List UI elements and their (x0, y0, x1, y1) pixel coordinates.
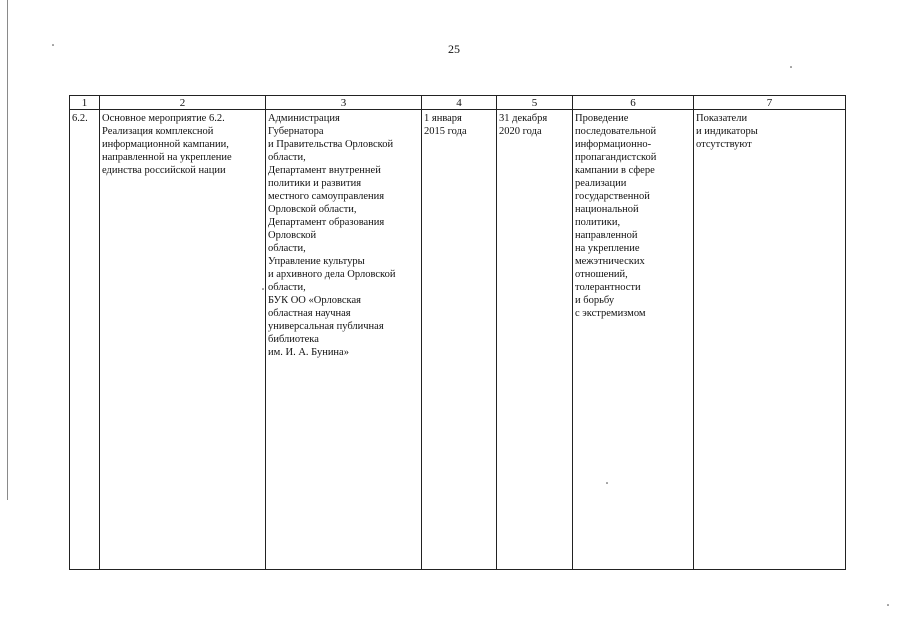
column-header-4: 4 (422, 96, 497, 110)
table-row (70, 110, 846, 570)
column-header-1: 1 (70, 96, 100, 110)
scan-speck (887, 604, 889, 606)
activity-name-cell: Основное мероприятие 6.2. Реализация комплексной информационной кампании, направленной на укрепление единства российской нации (100, 110, 266, 570)
column-header-3: 3 (266, 96, 422, 110)
scan-margin-line (7, 0, 8, 500)
executors-cell: Администрация Губернатора и Правительства Орловской области, Департамент внутренней политики и развития местного самоуправления Орловской области, Департамент образования Орловской области, Управление культуры и архивного дела Орловской области, БУК ОО «Орловская областная научная универсальная публичная библиотека им. И. А. Бунина» (266, 110, 422, 570)
column-header-7: 7 (694, 96, 846, 110)
scan-speck (790, 66, 792, 68)
end-date-cell: 31 декабря 2020 года (497, 110, 573, 570)
indicators-cell: Показатели и индикаторы отсутствуют (694, 110, 846, 570)
scan-speck (52, 44, 54, 46)
column-header-6: 6 (573, 96, 694, 110)
header-row (70, 96, 846, 110)
row-number-cell: 6.2. (70, 110, 100, 570)
scan-speck (262, 288, 264, 290)
program-activities-table (69, 95, 846, 570)
column-header-2: 2 (100, 96, 266, 110)
page-number: 25 (448, 42, 460, 56)
expected-result-cell: Проведение последовательной информационно- пропагандистской кампании в сфере реализации государственной национальной политики, направленной на укрепление межэтнических отношений, толерантности и борьбу с экстремизмом (573, 110, 694, 570)
scan-speck (606, 482, 608, 484)
start-date-cell: 1 января 2015 года (422, 110, 497, 570)
column-header-5: 5 (497, 96, 573, 110)
